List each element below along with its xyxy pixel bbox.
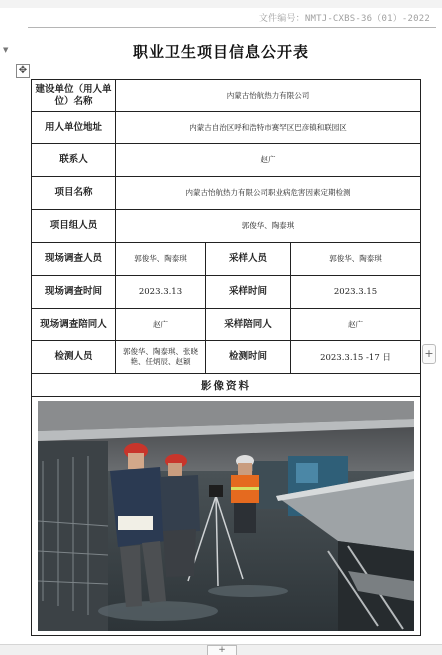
survey-staff-label: 现场调查人员	[32, 243, 116, 276]
table-row	[32, 80, 421, 112]
contact-value: 赵广	[116, 144, 421, 177]
table-move-handle-icon[interactable]: ✥	[16, 64, 30, 78]
team-value: 郭俊华、陶泰琪	[116, 210, 421, 243]
photo-cell	[32, 397, 421, 636]
survey-time-value: 2023.3.13	[116, 276, 206, 309]
testing-staff-label: 检测人员	[32, 341, 116, 374]
company-label: 建设单位（用人单位）名称	[32, 80, 116, 112]
table-row	[32, 144, 421, 177]
sampling-escort-label: 采样陪同人	[206, 309, 291, 341]
sampling-escort-value: 赵广	[291, 309, 421, 341]
site-photo	[38, 401, 414, 631]
table-row	[32, 177, 421, 210]
contact-label: 联系人	[32, 144, 116, 177]
testing-staff-value: 郭俊华、陶泰琪、张晓艳、任炳辰、赵颖	[116, 341, 206, 374]
survey-escort-label: 现场调查陪同人	[32, 309, 116, 341]
page-top-edge	[0, 0, 442, 8]
sampling-time-label: 采样时间	[206, 276, 291, 309]
survey-time-label: 现场调查时间	[32, 276, 116, 309]
table-row	[32, 210, 421, 243]
table-row	[32, 243, 421, 276]
company-value: 内蒙古怡航热力有限公司	[116, 80, 421, 112]
address-label: 用人单位地址	[32, 112, 116, 144]
add-column-button[interactable]: +	[422, 344, 436, 364]
address-value: 内蒙古自治区呼和浩特市赛罕区巴彦镇和联园区	[116, 112, 421, 144]
sampling-staff-label: 采样人员	[206, 243, 291, 276]
project-value: 内蒙古怡航热力有限公司职业病危害因素定期检测	[116, 177, 421, 210]
sampling-staff-value: 郭俊华、陶泰琪	[291, 243, 421, 276]
testing-time-label: 检测时间	[206, 341, 291, 374]
table-row	[32, 309, 421, 341]
table-row	[32, 374, 421, 397]
header-divider	[28, 27, 436, 28]
table-row	[32, 397, 421, 636]
testing-time-value: 2023.3.15 -17 日	[291, 341, 421, 374]
project-label: 项目名称	[32, 177, 116, 210]
document-title: 职业卫生项目信息公开表	[132, 43, 309, 61]
add-row-button[interactable]: +	[207, 645, 237, 655]
table-row	[32, 341, 421, 374]
sampling-time-value: 2023.3.15	[291, 276, 421, 309]
survey-escort-value: 赵广	[116, 309, 206, 341]
team-label: 项目组人员	[32, 210, 116, 243]
document-number: 文件编号：NMTJ-CXBS-36（01）-2022	[258, 14, 430, 24]
images-section-title: 影像资料	[32, 374, 421, 397]
survey-staff-value: 郭俊华、陶泰琪	[116, 243, 206, 276]
collapse-arrow-icon[interactable]: ▼	[3, 46, 9, 54]
info-table	[31, 79, 421, 636]
table-row	[32, 112, 421, 144]
table-row	[32, 276, 421, 309]
